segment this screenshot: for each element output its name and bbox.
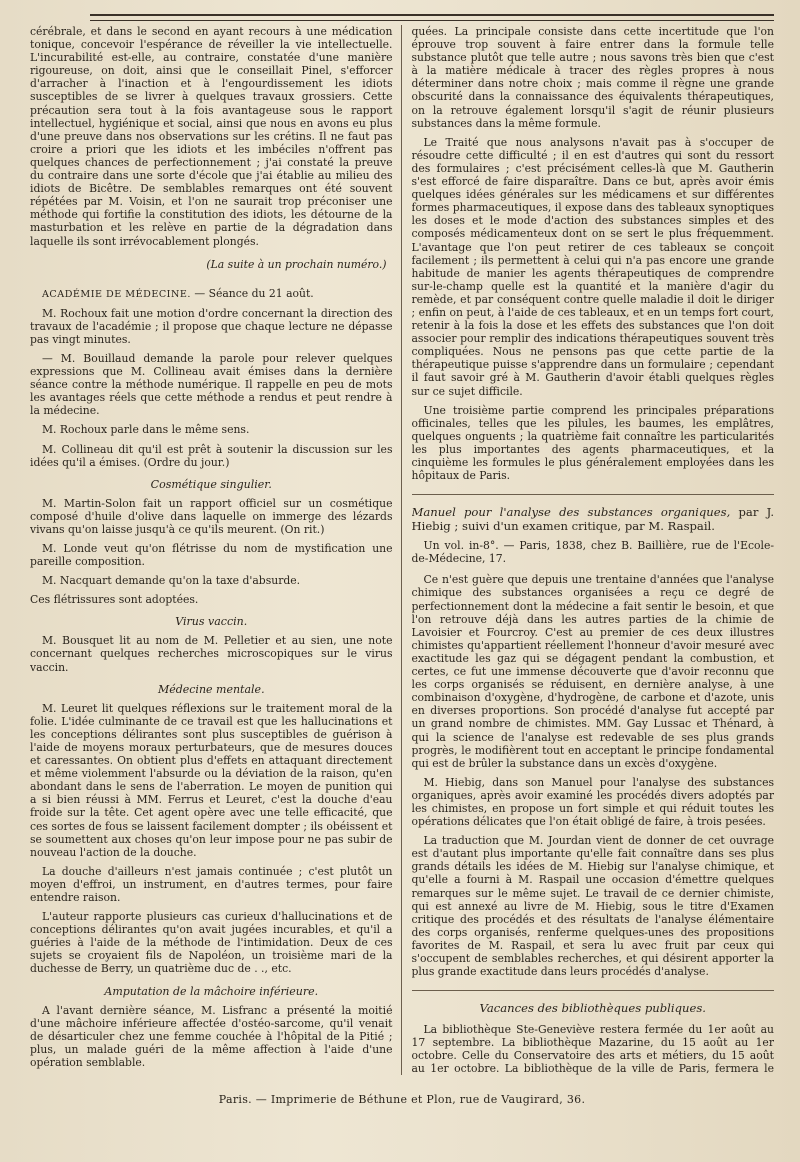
section-rule — [412, 990, 775, 991]
amputation-title: Amputation de la mâchoire inférieure. — [104, 984, 319, 998]
book2-meta: Un vol. in-8°. — Paris, 1838, chez B. Baillière, rue de l'Ecole-de-Médecine, 17. — [411, 539, 774, 566]
mentale-paragraph: La douche d'ailleurs n'est jamais continuée ; c'est plutôt un moyen d'effroi, un instrument, en d'autres termes, pour faire entendre raison. — [30, 864, 393, 904]
book2-review-title — [412, 505, 775, 533]
amputation-paragraph: A l'avant dernière séance, M. Lisfranc a présenté la moitié d'une mâchoire inférieure affectée d'ostéo-sarcome, qu'il venait de désarticuler chez une femme couchée à l'hôpital de la Pitié ; plus, un malade guéri de la même affection à l'aide d'une opération semblable. — [30, 1003, 393, 1069]
intro-paragraph: cérébrale, et dans le second en ayant recours à une médication tonique, concevoir l'espérance de réveiller la vie intellectuelle. L'incurabilité est-elle, au contraire, constatée d'une manière rigoureuse, on doit, ainsi que le conseillait Pinel, s'efforcer d'arracher à l'inaction et à l'engourdissement les idiots susceptibles de se livrer à quelques travaux grossiers. Cette précaution sera tout à la fois avantageuse sous le rapport intellectuel, hygiénique et social, ainsi que nous en avons eu plus d'une preuve dans nos observations sur les crétins. Il ne faut pas croire a priori que les idiots et les imbéciles n'offrent pas quelques chances de perfectionnement ; j'ai constaté la preuve du contraire dans une sorte d'école que j'ai établie au milieu des idiots de Bicêtre. De semblables remarques ont été souvent répétées par M. Voisin, et l'on ne saurait trop préconiser une méthode qui fortifie la constitution des idiots, les détourne de la masturbation et les relève en partie de la dégradation dans laquelle ils sont irrévocablement plongés. — [30, 25, 393, 248]
top-rule — [90, 14, 774, 21]
review-paragraph: Une troisième partie comprend les principales préparations officinales, telles que les pilules, les baumes, les emplâtres, quelques onguents ; la quatrième fait connaître les particularités les plus importantes des agents pharmaceutiques, et la cinquième les formules le plus généralement employées dans les hôpitaux de Paris. — [411, 403, 774, 483]
book2-paragraph: M. Hiebig, dans son Manuel pour l'analyse des substances organiques, après avoir examiné les procédés divers adoptés par les chimistes, en propose un fort simple et qui réduit toutes les opérations délicates que l'on était obligé de faire, à trois pesées. — [411, 775, 774, 829]
academie-paragraph: M. Rochoux fait une motion d'ordre concernant la direction des travaux de l'académie ; il propose que chaque lecture ne dépasse pas vingt minutes. — [30, 306, 393, 346]
academie-paragraph: M. Collineau dit qu'il est prêt à soutenir la discussion sur les idées qu'il a émises. (Ordre du jour.) — [30, 442, 393, 469]
vacances-title: Vacances des bibliothèques publiques. — [479, 1001, 706, 1016]
mentale-paragraph: L'auteur rapporte plusieurs cas curieux d'hallucinations et de conceptions délirantes qu'on avait jugées incurables, et qu'il a guéries à l'aide de la méthode de l'intimidation. Deux de ces sujets se croyaient fils de Napoléon, un troisième mari de la duchesse de Berry, un quatrième duc de . ., etc. — [30, 910, 393, 976]
mentale-paragraph: M. Leuret lit quelques réflexions sur le traitement moral de la folie. L'idée culminante de ce travail est que les hallucinations et les conceptions délirantes sont plus susceptibles de guérison à l'aide de moyens moraux perturbateurs, que de mesures douces et caressantes. On obtient plus d'effets en attaquant directement et même violemment l'absurde ou la déviation de la raison, qu'en abondant dans le sens de l'aberration. Le moyen de punition qui a si bien réussi à MM. Ferrus et Leuret, c'est la douche d'eau froide sur la tête. Cet agent opère avec une telle efficacité, que ces sortes de fous se laissent facilement dompter ; ils obéissent et se soumettent aux choses qu'on leur impose pour ne pas subir de nouveau l'action de la douche. — [30, 701, 393, 859]
academie-date: — Séance du 21 août. — [190, 286, 314, 300]
virus-paragraph: M. Bousquet lit au nom de M. Pelletier et au sien, une note concernant quelques recherches microscopiques sur le virus vaccin. — [30, 634, 393, 674]
cosmetique-paragraph: M. Nacquart demande qu'on la taxe d'absurde. — [42, 574, 301, 588]
left-column — [30, 25, 402, 1075]
academie-paragraph: — M. Bouillaud demande la parole pour relever quelques expressions que M. Collineau avait émises dans la dernière séance contre la méthode numérique. Il rappelle en peu de mots les avantages réels que cette méthode a rendus et peut rendre à la médecine. — [30, 351, 393, 418]
book2-paragraph: La traduction que M. Jourdan vient de donner de cet ouvrage est d'autant plus importante qu'elle fait connaître dans ses plus grands détails les idées de M. Hiebig sur l'analyse chimique, et qu'elle a fourni à M. Raspail une occasion d'émettre quelques remarques sur le même sujet. Le travail de ce dernier chimiste, qui est annexé au livre de M. Hiebig, sous le titre d'Examen critique des procédés et des résultats de l'analyse élémentaire des corps organisés, renferme quelques-unes des propositions favorites de M. Raspail, et sera lu avec fruit par ceux qui s'occupent de semblables recherches, et qui désirent apporter la plus grande exactitude dans leurs procédés d'analyse. — [411, 834, 774, 979]
printer-footer: Paris. — Imprimerie de Béthune et Plon, rue de Vaugirard, 36. — [218, 1093, 586, 1106]
academie-heading — [30, 287, 393, 301]
continued-note: (La suite à un prochain numéro.) — [206, 257, 387, 271]
columns — [30, 25, 774, 1075]
review-paragraph: Le Traité que nous analysons n'avait pas à s'occuper de résoudre cette difficulté ; il en est d'autres qui sont du ressort des formulaires ; c'est précisément celles-là que M. Gautherin s'est efforcé de faire disparaître. Dans ce but, après avoir émis quelques idées générales sur les médicamens et sur différentes formes pharmaceutiques, il expose dans des tableaux synoptiques les doses et le mode d'action des substances simples et des composés médicamenteux dont on se sert le plus fréquemment. L'avantage que l'on peut retirer de ces tableaux se conçoit facilement ; ils permettent à celui qui n'a pas encore une grande habitude de manier les agents thérapeutiques de comprendre sur-le-champ quelle est la quantité et la manière d'agir du remède, et par conséquent contre quelle maladie il doit le diriger ; enfin on peut, à l'aide de ces tableaux, et en un temps fort court, retenir à la fois la dose et les effets des substances que l'on doit associer pour remplir des indications thérapeutiques souvent très compliquées. Nous ne pensons pas que cette partie de la thérapeutique puisse s'apprendre dans un formulaire ; cependant il faut savoir gré à M. Gautherin d'avoir établi quelques règles sur ce sujet difficile. — [411, 135, 774, 398]
cosmetique-paragraph: Ces flétrissures sont adoptées. — [30, 593, 199, 607]
book2-title-text: Manuel pour l'analyse des substances organiques, — [411, 505, 731, 520]
review-paragraph: quées. La principale consiste dans cette incertitude que l'on éprouve trop souvent à faire entrer dans la formule telle substance plutôt que telle autre ; nous savons très bien que c'est à la matière médicale à tracer des règles propres à nous déterminer dans notre choix ; mais comme il règne une grande obscurité dans la connaissance des équivalents thérapeutiques, on la retrouve également lorsqu'il s'agit de réunir plusieurs substances dans la même formule. — [411, 25, 774, 130]
cosmetique-paragraph: M. Londe veut qu'on flétrisse du nom de mystification une pareille composition. — [30, 542, 393, 569]
book2-author: par J. Hiebig ; suivi d'un examen critique, par M. Raspail. — [411, 505, 774, 534]
virus-title: Virus vaccin. — [175, 615, 248, 629]
book2-paragraph: Ce n'est guère que depuis une trentaine d'années que l'analyse chimique des substances organisées a reçu ce degré de perfectionnement dont la médecine a fait sentir le besoin, et que l'on retrouve déjà dans les autres parties de la chimie de Lavoisier et Fourcroy. C'est au premier de ces deux illustres chimistes qu'appartient réellement l'honneur d'avoir mesuré avec exactitude les gaz qui se dégagent pendant la combustion, et certes, ce fut une immense découverte que d'avoir reconnu que les corps organisés se réduisent, en dernière analyse, à une combinaison d'oxygène, d'hydrogène, de carbone et d'azote, unis en diverses proportions. Son procédé d'analyse fut accepté par un grand nombre de chimistes. MM. Gay Lussac et Thénard, à qui la science de l'analyse est redevable de ses plus grands progrès, le modifièrent tout en acceptant le principe fondamental qui est de brûler la substance dans un excès d'oxygène. — [411, 573, 774, 770]
cosmetique-title: Cosmétique singulier. — [150, 477, 272, 491]
academie-paragraph: M. Rochoux parle dans le même sens. — [42, 423, 250, 437]
section-rule — [412, 494, 775, 495]
right-column — [412, 25, 775, 1075]
vacances-paragraph: La bibliothèque Ste-Geneviève restera fermée du 1er août au 17 septembre. La bibliothèque Mazarine, du 15 août au 1er octobre. Celle du Conservatoire des arts et métiers, du 15 août au 1er octobre. La bibliothèque de la ville de Paris, fermera le — [411, 1023, 774, 1075]
cosmetique-paragraph: M. Martin-Solon fait un rapport officiel sur un cosmétique composé d'huile d'olive dans laquelle on immerge des lézards vivans qu'on laisse jusqu'à ce qu'ils meurent. (On rit.) — [30, 496, 393, 536]
mentale-title: Médecine mentale. — [157, 682, 265, 696]
academie-title: ACADÉMIE DE MÉDECINE. — [42, 288, 191, 300]
